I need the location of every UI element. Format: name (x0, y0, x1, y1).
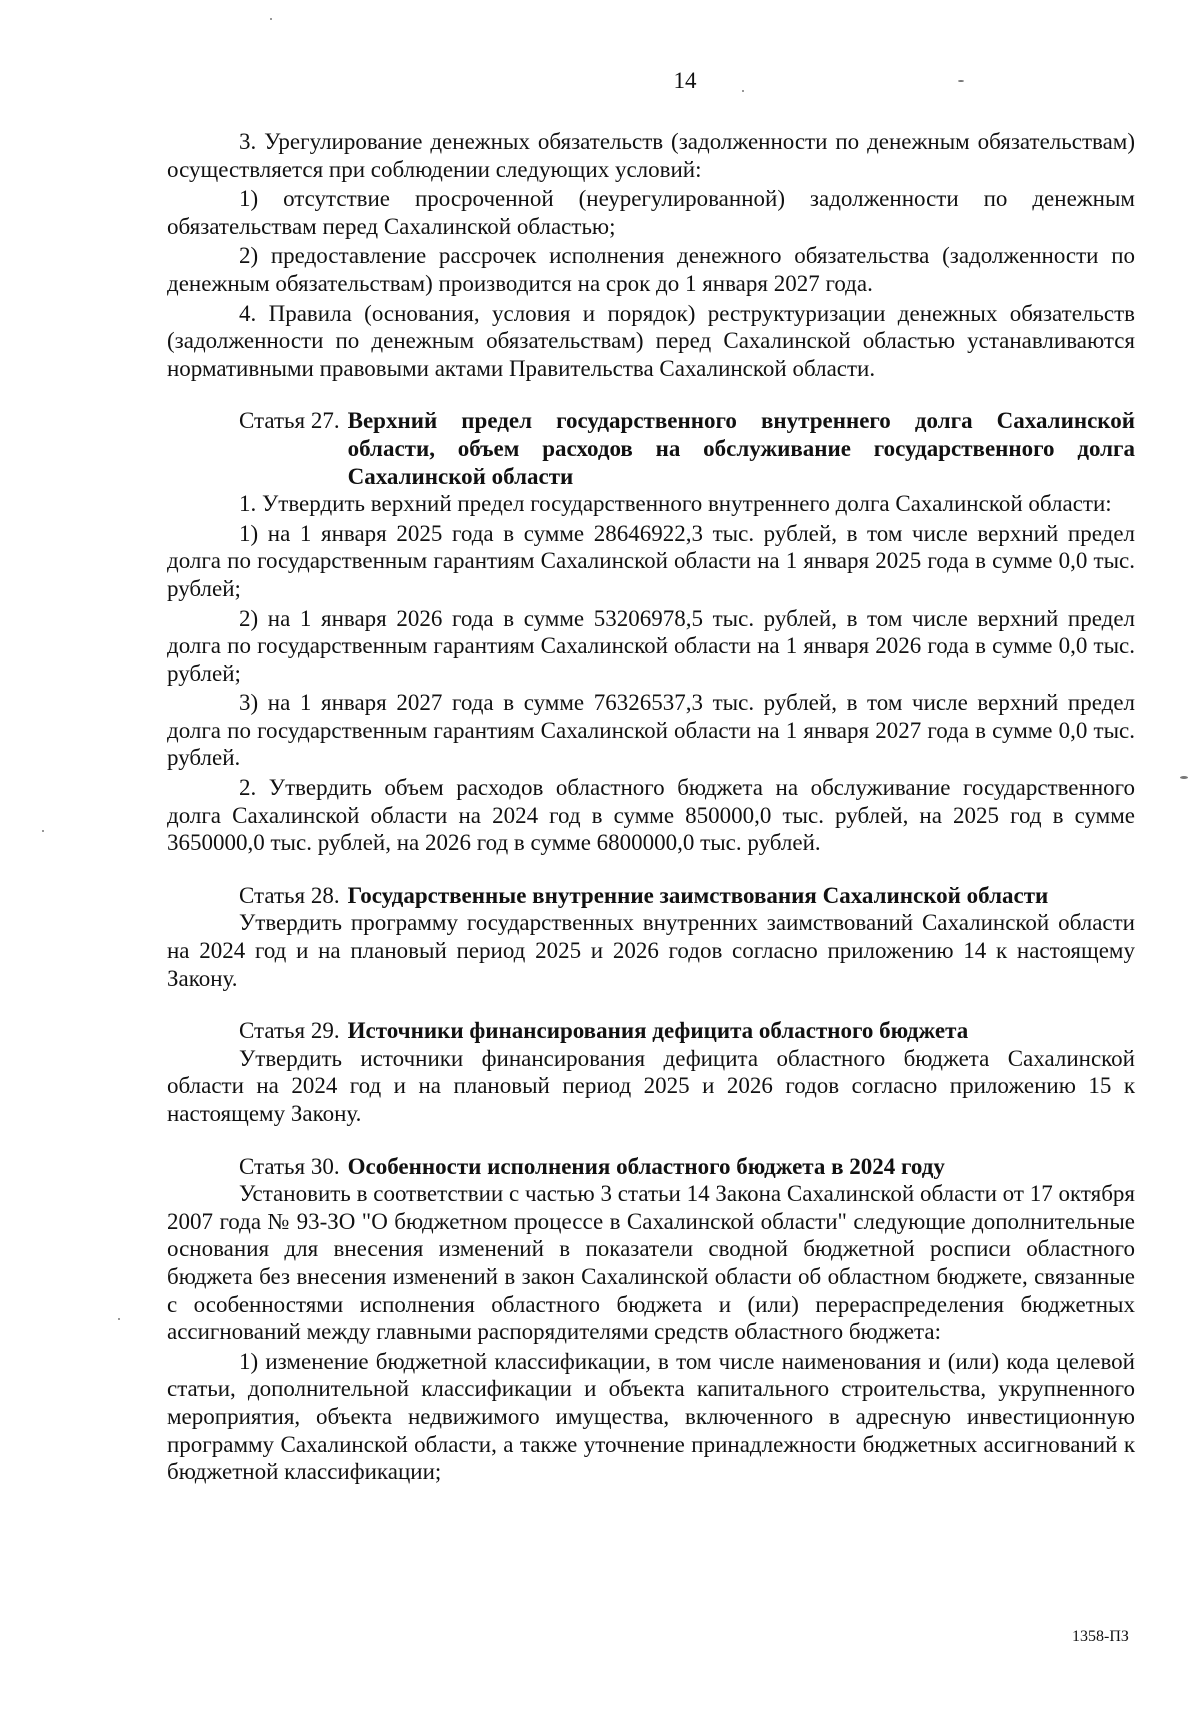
article-30-paragraph: Установить в соответствии с частью 3 статьи 14 Закона Сахалинской области от 17 октября 2007 года № 93-ЗО "О бюджетном процессе в Сахалинской области" следующие дополнительные основания для внесения изменений в показатели сводной бюджетной росписи областного бюджета без внесения изменений в закон Сахалинской области об областном бюджете, связанные с особенностями исполнения областного бюджета и (или) перераспределения бюджетных ассигнований между главными распорядителями средств областного бюджета: (167, 1181, 1135, 1345)
article-29-paragraph: Утвердить источники финансирования дефицита областного бюджета Сахалинской области на 2024 год и на плановый период 2025 и 2026 годов согласно приложению 15 к настоящему Закону. (167, 1045, 1135, 1126)
scan-speck (270, 18, 272, 20)
article-27-paragraph-1: 1. Утвердить верхний предел государственного внутреннего долга Сахалинской области: (239, 491, 1112, 517)
scan-speck (958, 80, 964, 82)
article-28-label: Статья 28. (239, 882, 340, 908)
scan-speck (1180, 776, 1188, 779)
paragraph-3: 3. Урегулирование денежных обязательств (задолженности по денежным обязательствам) осуществляется при соблюдении следующих условий: (167, 129, 1135, 182)
article-27-item-3: 3) на 1 января 2027 года в сумме 76326537,3 тыс. рублей, в том числе верхний предел долга по государственным гарантиям Сахалинской области на 1 января 2027 года в сумме 0,0 тыс. рублей. (167, 690, 1135, 771)
article-30-item-1: 1) изменение бюджетной классификации, в том числе наименования и (или) кода целевой статьи, дополнительной классификации и объекта капитального строительства, укрупненного мероприятия, объекта недвижимого имущества, включенного в адресную инвестиционную программу Сахалинской области, а также уточнение принадлежности бюджетных ассигнований к бюджетной классификации; (167, 1348, 1135, 1485)
article-30-label: Статья 30. (239, 1153, 340, 1179)
page-number: 14 (673, 68, 697, 93)
article-27-item-2: 2) на 1 января 2026 года в сумме 53206978,5 тыс. рублей, в том числе верхний предел долга по государственным гарантиям Сахалинской области на 1 января 2026 года в сумме 0,0 тыс. рублей; (167, 605, 1135, 686)
paragraph-3-item-2: 2) предоставление рассрочек исполнения денежного обязательства (задолженности по денежным обязательствам) производится на срок до 1 января 2027 года. (167, 243, 1135, 296)
article-27-label: Статья 27. (239, 408, 340, 434)
article-28-title: Государственные внутренние заимствования Сахалинской области (347, 882, 1049, 908)
article-27-heading (167, 407, 1135, 490)
article-30-heading (167, 1153, 1135, 1181)
article-29-label: Статья 29. (239, 1018, 340, 1044)
article-29-heading (167, 1017, 1135, 1045)
paragraph-4: 4. Правила (основания, условия и порядок) реструктуризации денежных обязательств (задолженности по денежным обязательствам) перед Сахалинской областью устанавливаются нормативными правовыми актами Правительства Сахалинской области. (167, 300, 1135, 381)
scan-speck (742, 90, 744, 92)
article-30-title: Особенности исполнения областного бюджета в 2024 году (347, 1153, 945, 1179)
document-code: 1358-ПЗ (1072, 1628, 1129, 1645)
scan-speck (118, 1318, 120, 1320)
scan-speck (42, 830, 44, 832)
document-body (167, 128, 1135, 1486)
article-28-paragraph: Утвердить программу государственных внутренних заимствований Сахалинской области на 2024 год и на плановый период 2025 и 2026 годов согласно приложению 14 к настоящему Закону. (167, 910, 1135, 991)
article-29-title: Источники финансирования дефицита областного бюджета (347, 1018, 969, 1044)
paragraph-3-item-1: 1) отсутствие просроченной (неурегулированной) задолженности по денежным обязательствам перед Сахалинской областью; (167, 186, 1135, 239)
article-28-heading (167, 882, 1135, 910)
article-27-item-1: 1) на 1 января 2025 года в сумме 28646922,3 тыс. рублей, в том числе верхний предел долга по государственным гарантиям Сахалинской области на 1 января 2025 года в сумме 0,0 тыс. рублей; (167, 520, 1135, 601)
article-27-paragraph-2: 2. Утвердить объем расходов областного бюджета на обслуживание государственного долга Сахалинской области на 2024 год в сумме 850000,0 тыс. рублей, на 2025 год в сумме 3650000,0 тыс. рублей, на 2026 год в сумме 6800000,0 тыс. рублей. (167, 775, 1135, 856)
article-27-title: Верхний предел государственного внутреннего долга Сахалинской области, объем расходов на обслуживание государственного долга Сахалинской области (347, 408, 1135, 489)
